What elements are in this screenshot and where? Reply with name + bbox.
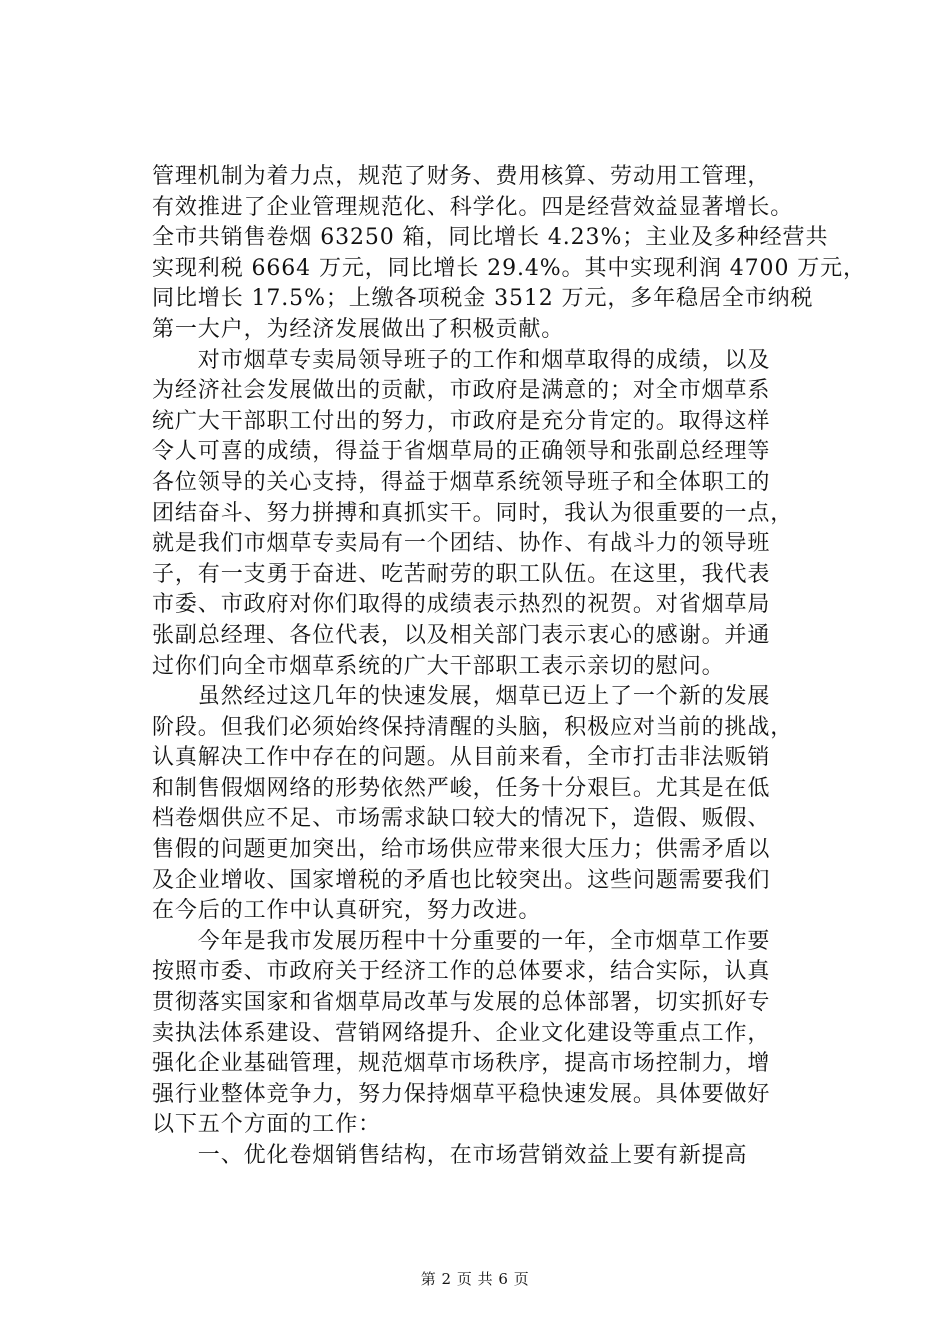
text-line: 一、优化卷烟销售结构，在市场营销效益上要有新提高 bbox=[152, 1143, 748, 1168]
text-line: 认真解决工作中存在的问题。从目前来看，全市打击非法贩销 bbox=[152, 745, 771, 771]
text-line: 第一大户，为经济发展做出了积极贡献。 bbox=[152, 316, 565, 342]
text-line: 在今后的工作中认真研究，努力改进。 bbox=[152, 898, 542, 924]
text-line: 按照市委、市政府关于经济工作的总体要求，结合实际，认真 bbox=[152, 959, 771, 985]
text-line: 卖执法体系建设、营销网络提升、企业文化建设等重点工作， bbox=[152, 1020, 771, 1046]
text-line: 强化企业基础管理，规范烟草市场秩序，提高市场控制力，增 bbox=[152, 1051, 771, 1077]
text-line: 子，有一支勇于奋进、吃苦耐劳的职工队伍。在这里，我代表 bbox=[152, 561, 771, 587]
text-line: 以下五个方面的工作： bbox=[152, 1112, 382, 1138]
text-line: 阶段。但我们必须始终保持清醒的头脑，积极应对当前的挑战， bbox=[152, 714, 794, 740]
text-line: 和制售假烟网络的形势依然严峻，任务十分艰巨。尤其是在低 bbox=[152, 775, 771, 801]
text-line: 市委、市政府对你们取得的成绩表示热烈的祝贺。对省烟草局 bbox=[152, 592, 771, 618]
text-line: 过你们向全市烟草系统的广大干部职工表示亲切的慰问。 bbox=[152, 653, 725, 679]
text-line: 档卷烟供应不足、市场需求缺口较大的情况下，造假、贩假、 bbox=[152, 806, 771, 832]
document-body bbox=[152, 162, 866, 1172]
text-line: 同比增长 17.5%；上缴各项税金 3512 万元，多年稳居全市纳税 bbox=[152, 286, 814, 312]
text-line: 管理机制为着力点，规范了财务、费用核算、劳动用工管理， bbox=[152, 164, 771, 189]
text-line: 及企业增收、国家增税的矛盾也比较突出。这些问题需要我们 bbox=[152, 867, 771, 893]
text-line: 张副总经理、各位代表，以及相关部门表示衷心的感谢。并通 bbox=[152, 622, 771, 648]
text-line: 贯彻落实国家和省烟草局改革与发展的总体部署，切实抓好专 bbox=[152, 990, 771, 1016]
text-line: 售假的问题更加突出，给市场供应带来很大压力；供需矛盾以 bbox=[152, 837, 771, 863]
text-line: 实现利税 6664 万元，同比增长 29.4%。其中实现利润 4700 万元， bbox=[152, 255, 866, 281]
text-line: 全市共销售卷烟 63250 箱，同比增长 4.23%；主业及多种经营共 bbox=[152, 225, 829, 251]
text-line: 各位领导的关心支持，得益于烟草系统领导班子和全体职工的 bbox=[152, 469, 771, 495]
text-line: 有效推进了企业管理规范化、科学化。四是经营效益显著增长。 bbox=[152, 194, 794, 220]
text-line: 今年是我市发展历程中十分重要的一年，全市烟草工作要 bbox=[152, 928, 771, 954]
text-line: 为经济社会发展做出的贡献，市政府是满意的；对全市烟草系 bbox=[152, 378, 771, 404]
text-line: 强行业整体竞争力，努力保持烟草平稳快速发展。具体要做好 bbox=[152, 1081, 771, 1107]
text-line: 就是我们市烟草专卖局有一个团结、协作、有战斗力的领导班 bbox=[152, 531, 771, 557]
text-line: 团结奋斗、努力拼搏和真抓实干。同时，我认为很重要的一点， bbox=[152, 500, 794, 526]
page-number-footer: 第 2 页 共 6 页 bbox=[420, 1270, 530, 1288]
text-line: 统广大干部职工付出的努力，市政府是充分肯定的。取得这样 bbox=[152, 408, 771, 434]
text-line: 令人可喜的成绩，得益于省烟草局的正确领导和张副总经理等 bbox=[152, 439, 771, 465]
text-line: 虽然经过这几年的快速发展，烟草已迈上了一个新的发展 bbox=[152, 684, 771, 710]
text-line: 对市烟草专卖局领导班子的工作和烟草取得的成绩，以及 bbox=[152, 347, 771, 373]
